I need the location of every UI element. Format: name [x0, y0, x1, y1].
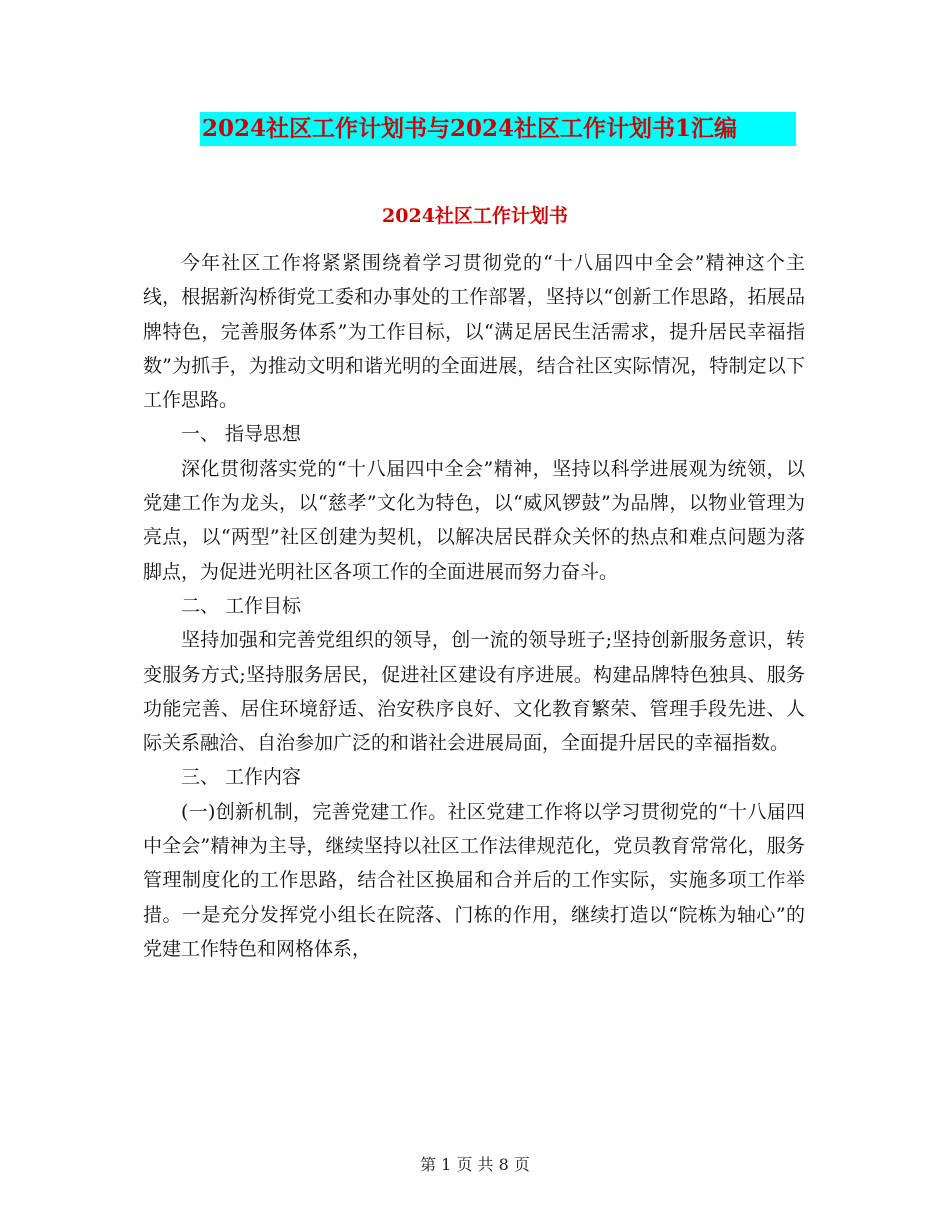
- heading-guiding-ideology: 一、 指导思想: [181, 423, 302, 446]
- guiding-ideology-paragraph: 深化贯彻落实党的“十八届四中全会”精神，坚持以科学进展观为统领，以党建工作为龙头，以“慈孝”文化为特色，以“威风锣鼓”为品牌，以物业管理为亮点，以“两型”社区创建为契机，以解决居民群众关怀的热点和难点问题为落脚点，为促进光明社区各项工作的全面进展而努力奋斗。: [143, 457, 805, 583]
- intro-paragraph: 今年社区工作将紧紧围绕着学习贯彻党的“十八届四中全会”精神这个主线，根据新沟桥街党工委和办事处的工作部署，坚持以“创新工作思路，拓展品牌特色，完善服务体系”为工作目标，以“满足居民生活需求，提升居民幸福指数”为抓手，为推动文明和谐光明的全面进展，结合社区实际情况，特制定以下工作思路。: [143, 252, 805, 412]
- work-content-paragraph: (一)创新机制，完善党建工作。社区党建工作将以学习贯彻党的“十八届四中全会”精神为主导，继续坚持以社区工作法律规范化，党员教育常常化，服务管理制度化的工作思路，结合社区换届和合并后的工作实际，实施多项工作举措。一是充分发挥党小组长在院落、门栋的作用，继续打造以“院栋为轴心”的党建工作特色和网格体系，: [143, 800, 805, 960]
- heading-work-content: 三、 工作内容: [181, 766, 302, 789]
- work-goals-paragraph: 坚持加强和完善党组织的领导，创一流的领导班子;坚持创新服务意识，转变服务方式;坚持服务居民，促进社区建设有序进展。构建品牌特色独具、服务功能完善、居住环境舒适、治安秩序良好、文化教育繁荣、管理手段先进、人际关系融洽、自治参加广泛的和谐社会进展局面，全面提升居民的幸福指数。: [143, 629, 805, 755]
- page-number-footer: 第 1 页 共 8 页: [420, 1155, 530, 1174]
- document-title: 2024社区工作计划书与2024社区工作计划书1汇编: [200, 112, 796, 146]
- heading-work-goals: 二、 工作目标: [181, 594, 302, 617]
- document-body: [143, 246, 805, 966]
- section-title: 2024社区工作计划书: [382, 205, 568, 227]
